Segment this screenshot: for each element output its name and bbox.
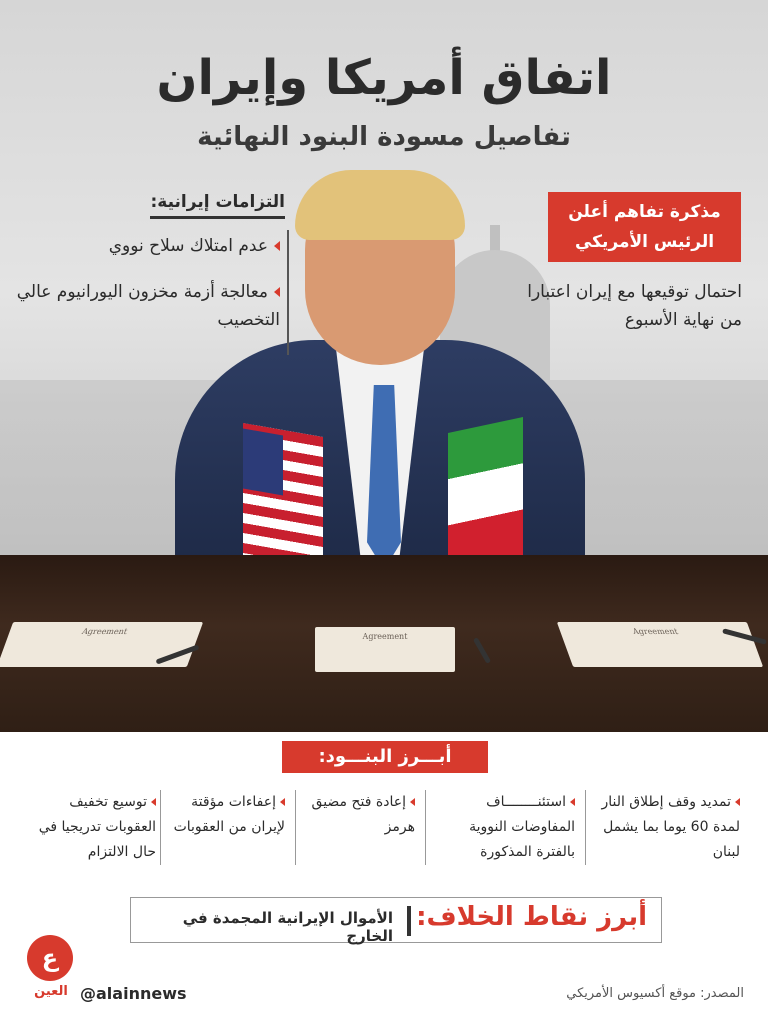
dispute-divider xyxy=(407,906,411,936)
key-term-item: إعفاءات مؤقتة لإيران من العقوبات xyxy=(173,794,285,835)
page-subtitle: تفاصيل مسودة البنود النهائية xyxy=(197,122,571,152)
dispute-label: أبرز نقاط الخلاف: xyxy=(416,902,647,932)
column-divider xyxy=(585,790,586,865)
memo-badge xyxy=(548,192,741,262)
dispute-value: الأموال الإيرانية المجمدة في الخارج xyxy=(182,909,393,945)
us-flag-canton xyxy=(243,428,283,495)
commitments-title: التزامات إيرانية: xyxy=(150,192,285,219)
president-figure xyxy=(175,170,585,570)
key-term-item: استئنــــــــاف المفاوضات النووية بالفترة المذكورة xyxy=(469,794,575,860)
agreement-paper-right xyxy=(557,622,763,667)
column-divider xyxy=(425,790,426,865)
key-terms-title: أبـــرز البنـــود: xyxy=(282,741,488,773)
commitment-item: معالجة أزمة مخزون اليورانيوم عالي التخصيب xyxy=(16,282,280,330)
bullet-icon xyxy=(151,798,156,806)
paper-title: Agreement xyxy=(362,632,408,641)
memo-label-line1: مذكرة تفاهم أعلن xyxy=(568,202,721,222)
commitment-item: عدم امتلاك سلاح نووي xyxy=(5,232,280,260)
key-term-item: إعادة فتح مضيق هرمز xyxy=(311,794,415,835)
column-divider xyxy=(160,790,161,865)
memo-text: احتمال توقيعها مع إيران اعتبارا من نهاية الأسبوع xyxy=(527,282,742,330)
column-divider xyxy=(295,790,296,865)
commitments-rule xyxy=(287,230,289,355)
logo-text: العين xyxy=(34,984,68,999)
agreement-paper-left xyxy=(0,622,203,667)
key-term-item: توسيع تخفيف العقوبات تدريجيا في حال الالتزام xyxy=(38,794,156,860)
source-credit: المصدر: موقع أكسيوس الأمريكي xyxy=(566,986,744,1001)
bullet-icon xyxy=(274,241,280,251)
hair xyxy=(295,170,465,240)
bullet-icon xyxy=(274,287,280,297)
page-title: اتفاق أمريكا وإيران xyxy=(156,50,612,106)
bullet-icon xyxy=(570,798,575,806)
iran-flag-icon xyxy=(448,417,523,573)
paper-title: Agreement xyxy=(80,627,129,636)
memo-label-line2: الرئيس الأمريكي xyxy=(574,232,715,252)
alain-logo-icon: ع xyxy=(27,935,73,981)
bullet-icon xyxy=(410,798,415,806)
key-term-item: تمديد وقف إطلاق النار لمدة 60 يوما بما يشمل لبنان xyxy=(601,794,740,860)
paper-title: Agreement xyxy=(631,627,680,636)
bullet-icon xyxy=(280,798,285,806)
social-handle: @alainnews xyxy=(80,984,187,1003)
dispute-box xyxy=(130,897,662,943)
bullet-icon xyxy=(735,798,740,806)
agreement-paper-center xyxy=(315,627,455,672)
